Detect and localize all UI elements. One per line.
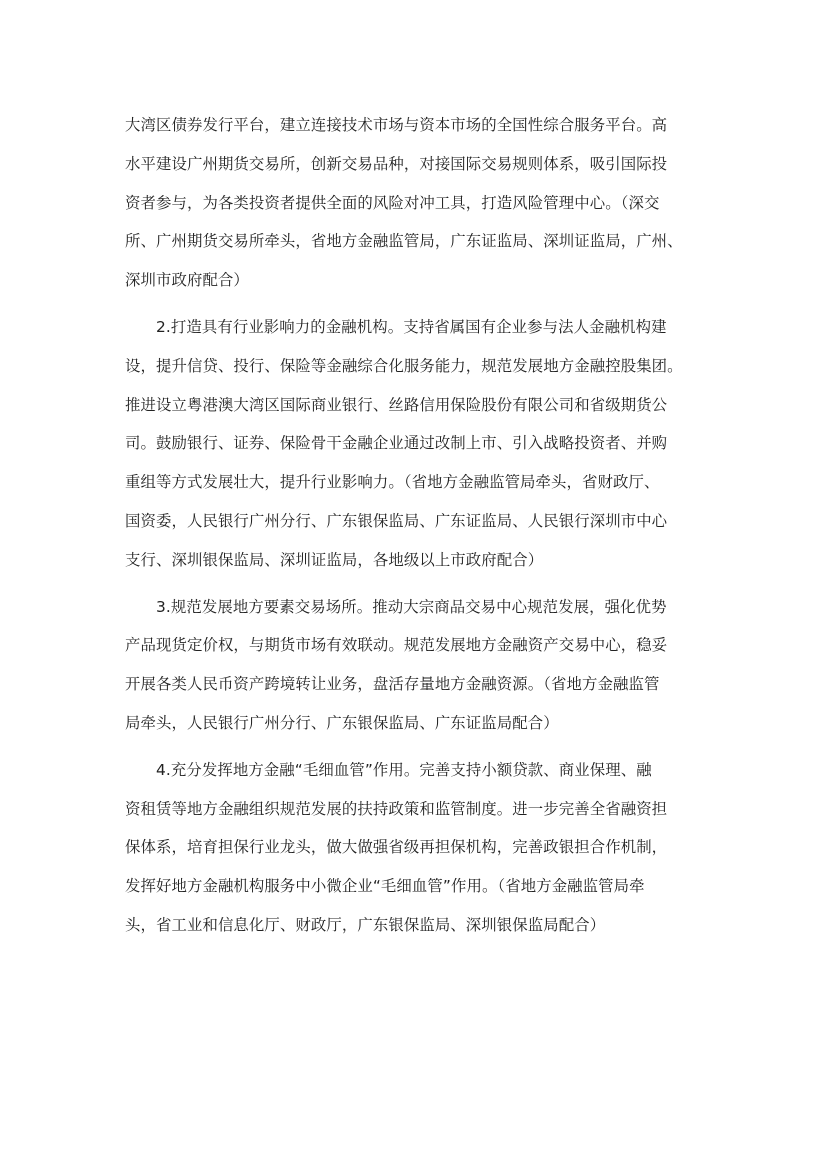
- paragraph-spacer: [125, 743, 705, 751]
- paragraph-line: 4.充分发挥地方金融“毛细血管”作用。完善支持小额贷款、商业保理、融: [125, 760, 652, 779]
- paragraph-line: 大湾区债券发行平台，建立连接技术市场与资本市场的全国性综合服务平台。高: [125, 116, 668, 134]
- paragraph-line: 资者参与，为各类投资者提供全面的风险对冲工具，打造风险管理中心。（深交: [125, 193, 660, 212]
- paragraph-4: [125, 751, 705, 945]
- paragraph-line: 支行、深圳银保监局、深圳证监局，各地级以上市政府配合）: [125, 550, 544, 569]
- paragraph-spacer: [125, 580, 705, 588]
- paragraph-line: 资租赁等地方金融组织规范发展的扶持政策和监管制度。进一步完善全省融资担: [125, 799, 668, 818]
- paragraph-line: 发挥好地方金融机构服务中小微企业“毛细血管”作用。（省地方金融监管局牵: [125, 877, 645, 896]
- paragraph-line: 推进设立粤港澳大湾区国际商业银行、丝路信用保险股份有限公司和省级期货公: [125, 395, 668, 414]
- paragraph-line: 设，提升信贷、投行、保险等金融综合化服务能力，规范发展地方金融控股集团。: [125, 356, 683, 375]
- paragraph-line: 重组等方式发展壮大，提升行业影响力。（省地方金融监管局牵头，省财政厅、: [125, 473, 660, 492]
- paragraph-line: 局牵头，人民银行广州分行、广东银保监局、广东证监局配合）: [125, 713, 559, 732]
- paragraph-spacer: [125, 300, 705, 308]
- paragraph-line: 国资委，人民银行广州分行、广东银保监局、广东证监局、人民银行深圳市中心: [125, 511, 668, 530]
- document-body: [125, 106, 705, 945]
- paragraph-line: 深圳市政府配合）: [125, 271, 249, 290]
- paragraph-line: 保体系，培育担保行业龙头，做大做强省级再担保机构，完善政银担合作机制，: [125, 838, 668, 857]
- paragraph-line: 2.打造具有行业影响力的金融机构。支持省属国有企业参与法人金融机构建: [125, 317, 667, 336]
- paragraph-line: 头，省工业和信息化厅、财政厅，广东银保监局、深圳银保监局配合）: [125, 915, 606, 934]
- paragraph-3: [125, 588, 705, 743]
- paragraph-line: 司。鼓励银行、证券、保险骨干金融企业通过改制上市、引入战略投资者、并购: [125, 434, 668, 453]
- paragraph-1: [125, 106, 705, 300]
- paragraph-line: 开展各类人民币资产跨境转让业务，盘活存量地方金融资源。（省地方金融监管: [125, 675, 660, 694]
- paragraph-line: 产品现货定价权，与期货市场有效联动。规范发展地方金融资产交易中心，稳妥: [125, 636, 668, 655]
- paragraph-line: 所、广州期货交易所牵头，省地方金融监管局，广东证监局、深圳证监局，广州、: [125, 232, 683, 251]
- paragraph-2: [125, 308, 705, 580]
- paragraph-line: 水平建设广州期货交易所，创新交易品种，对接国际交易规则体系，吸引国际投: [125, 154, 668, 173]
- paragraph-line: 3.规范发展地方要素交易场所。推动大宗商品交易中心规范发展，强化优势: [125, 597, 667, 616]
